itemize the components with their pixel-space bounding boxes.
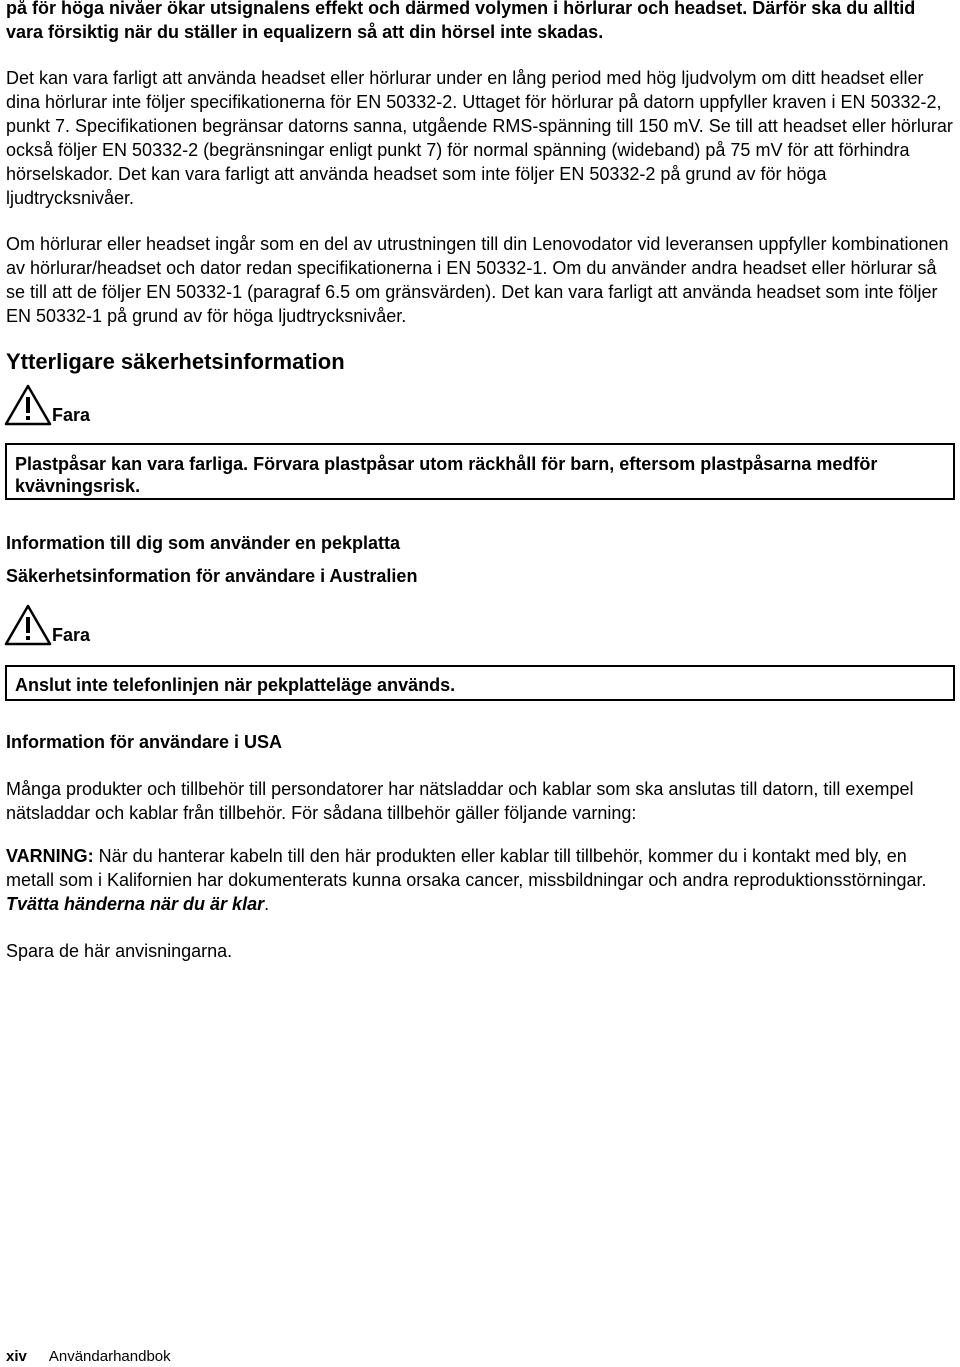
- warning-row-1: [4, 384, 90, 426]
- subheading-australia: Säkerhetsinformation för användare i Australien: [6, 566, 418, 586]
- section-title: Ytterligare säkerhetsinformation: [6, 349, 345, 374]
- warning-triangle-icon: [4, 384, 52, 426]
- varning-paragraph: [6, 844, 954, 916]
- varning-end: .: [264, 894, 270, 914]
- warning-notice-text: Plastpåsar kan vara farliga. Förvara plastpåsar utom räckhåll för barn, eftersom plastpåsarna medför kvävningsrisk.: [15, 454, 878, 496]
- warning-triangle-icon: [4, 604, 52, 646]
- page-number: xiv: [6, 1348, 27, 1365]
- subheading-tablet: Information till dig som använder en pekplatta: [6, 533, 401, 553]
- subheading-usa: Information för användare i USA: [6, 732, 283, 752]
- intro-paragraph: på för höga nivåer ökar utsignalens effekt och därmed volymen i hörlurar och headset. Därför ska du alltid vara försiktig när du ställer in equalizern så att din hörsel inte skadas.: [6, 0, 916, 42]
- warning-label: Fara: [52, 625, 91, 645]
- save-paragraph: Spara de här anvisningarna.: [6, 941, 233, 961]
- warning-notice-box: [5, 443, 955, 500]
- warning-notice-box: [5, 665, 955, 701]
- page-footer: [6, 1347, 171, 1367]
- lenovo-paragraph: Om hörlurar eller headset ingår som en del av utrustningen till din Lenovodator vid leveransen uppfyller kombinationen av hörlurar/headset och dator redan specifikationerna i EN 50332-1. Om du använder andra headset eller hörlurar så se till att de följer EN 50332-1 (paragraf 6.5 om gränsvärden). Det kan vara farligt att använda headset som inte följer EN 50332-1 på grund av för höga ljudtrycksnivåer.: [6, 234, 949, 326]
- warning-notice-text: Anslut inte telefonlinjen när pekplatteläge används.: [15, 675, 456, 695]
- varning-text: När du hanterar kabeln till den här produkten eller kablar till tillbehör, kommer du i kontakt med bly, en metall som i Kalifornien har dokumenterats kunna orsaka cancer, missbildningar och andra reproduktionsstörningar.: [6, 846, 927, 890]
- varning-label: VARNING:: [6, 846, 94, 866]
- varning-emphasis: Tvätta händerna när du är klar: [6, 894, 265, 914]
- warning-label: Fara: [52, 405, 91, 425]
- usa-paragraph: Många produkter och tillbehör till persondatorer har nätsladdar och kablar som ska anslutas till datorn, till exempel nätsladdar och kablar från tillbehör. För sådana tillbehör gäller följande varning:: [6, 779, 914, 823]
- warning-row-2: [4, 604, 90, 646]
- document-title: Användarhandbok: [48, 1348, 171, 1365]
- headset-paragraph: Det kan vara farligt att använda headset eller hörlurar under en lång period med hög ljudvolym om ditt headset eller dina hörlurar inte följer specifikationerna för EN 50332-2. Uttaget för hörlurar på datorn uppfyller kraven i EN 50332-2, punkt 7. Specifikationen begränsar datorns sanna, utgående RMS-spänning till 150 mV. Se till att headset eller hörlurar också följer EN 50332-2 (begränsningar enligt punkt 7) för normal spänning (wideband) på 75 mV för att förhindra hörselskador. Det kan vara farligt att använda headset som inte följer EN 50332-2 på grund av för höga ljudtrycksnivåer.: [6, 68, 953, 208]
